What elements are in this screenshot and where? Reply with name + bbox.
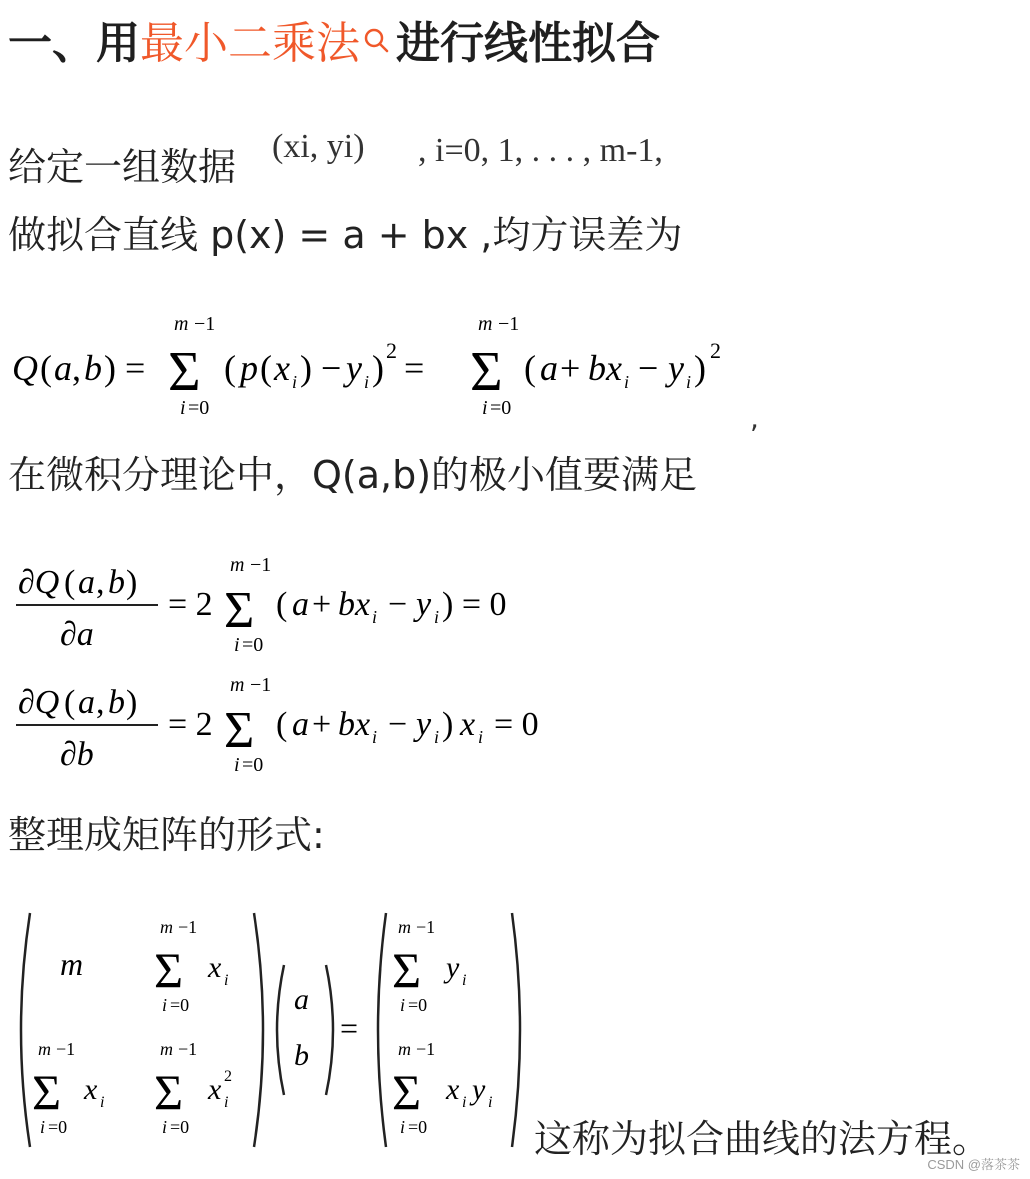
svg-text:i: i [40,1117,46,1137]
svg-text:i: i [162,995,168,1015]
svg-text:(: ( [276,706,288,743]
matrix-form-statement: 整理成矩阵的形式: [8,813,325,857]
svg-text:m: m [478,313,493,335]
svg-text:i: i [478,727,484,747]
svg-text:i: i [224,972,229,989]
svg-text:): ) [126,684,138,721]
data-tuple [272,128,365,166]
svg-text:2: 2 [224,1068,232,1085]
svg-text:a: a [292,586,309,623]
svg-text:) =: ) = [104,348,146,388]
svg-text:i: i [234,634,240,656]
svg-text:−1: −1 [56,1039,76,1059]
svg-text:i: i [488,1094,493,1111]
svg-text:i: i [482,397,488,419]
svg-text:x: x [460,706,476,743]
svg-text:= 0: = 0 [494,706,539,743]
svg-text:=0: =0 [242,634,264,656]
svg-text:m: m [160,1039,173,1059]
svg-text:=0: =0 [170,995,190,1015]
index-range-text: , i=0, 1, . . . , m-1, [418,132,663,169]
svg-text:(: ( [64,564,76,601]
svg-text:=0: =0 [242,754,264,776]
svg-text:=: = [340,1010,359,1046]
svg-text:i: i [434,727,440,747]
svg-text:Σ: Σ [154,1064,184,1120]
svg-text:−: − [388,586,408,623]
data-set-lead: 给定一组数据 [8,145,237,189]
partial-a-formula [8,555,608,670]
svg-text:a: a [78,564,95,601]
svg-text:Σ: Σ [470,341,503,403]
svg-text:+: + [312,586,332,623]
svg-text:y: y [668,348,684,388]
svg-text:i: i [624,372,630,392]
svg-text:y: y [416,586,432,623]
svg-text:= 2: = 2 [168,586,213,623]
svg-text:−: − [388,706,408,743]
svg-text:Σ: Σ [224,582,255,639]
svg-text:x: x [208,951,222,984]
svg-text:i: i [292,372,298,392]
svg-text:b: b [294,1039,309,1072]
heading-suffix: 进行线性拟合 [396,18,660,69]
mse-formula [8,310,768,435]
svg-text:b: b [84,348,102,388]
svg-text:bx: bx [338,586,371,623]
svg-text:∂a: ∂a [60,616,94,653]
svg-text:−1: −1 [416,917,436,937]
svg-text:=0: =0 [408,1117,428,1137]
index-range [418,132,663,170]
svg-text:a: a [540,348,558,388]
svg-text:−1: −1 [416,1039,436,1059]
svg-text:i: i [224,1094,229,1111]
svg-text:b: b [108,564,125,601]
svg-text:y: y [446,951,460,984]
svg-text:m: m [60,946,84,982]
svg-text:−1: −1 [178,917,198,937]
svg-text:−1: −1 [498,313,520,335]
svg-text:(: ( [276,586,288,623]
svg-text:Σ: Σ [32,1064,62,1120]
search-icon[interactable] [362,12,392,72]
svg-text:x: x [208,1073,222,1106]
svg-text:−1: −1 [178,1039,198,1059]
svg-text:=0: =0 [170,1117,190,1137]
svg-text:−1: −1 [250,555,272,576]
svg-text:,: , [72,348,81,388]
svg-text:m: m [160,917,173,937]
svg-text:=0: =0 [408,995,428,1015]
svg-text:=0: =0 [490,397,512,419]
formula-comma: , [750,402,759,435]
svg-text:i: i [686,372,692,392]
svg-text:i: i [364,372,370,392]
svg-text:Σ: Σ [168,341,201,403]
svg-text:): ) [372,348,384,388]
svg-text:(: ( [40,348,52,388]
svg-text:Σ: Σ [392,1064,422,1120]
data-tuple-text: (xi, yi) [272,128,365,165]
svg-text:m: m [230,675,245,696]
svg-text:i: i [162,1117,168,1137]
svg-text:,: , [96,684,105,721]
svg-text:bx: bx [338,706,371,743]
svg-text:y: y [346,348,362,388]
svg-text:x: x [446,1073,460,1106]
svg-text:i: i [462,972,467,989]
svg-text:i: i [400,1117,406,1137]
svg-text:,: , [96,564,105,601]
svg-text:Σ: Σ [224,702,255,759]
svg-text:∂Q: ∂Q [18,684,60,721]
svg-text:i: i [100,1094,105,1111]
svg-text:i: i [434,607,440,627]
svg-text:m: m [174,313,189,335]
least-squares-link[interactable]: 最小二乘法 [140,18,360,69]
svg-text:y: y [416,706,432,743]
svg-text:∂b: ∂b [60,736,94,773]
svg-text:bx: bx [588,348,622,388]
svg-text:a: a [292,706,309,743]
svg-text:i: i [372,727,378,747]
svg-text:= 2: = 2 [168,706,213,743]
svg-text:∂Q: ∂Q [18,564,60,601]
svg-text:m: m [230,555,245,576]
svg-text:Σ: Σ [392,942,422,998]
svg-text:i: i [462,1094,467,1111]
svg-text:x: x [84,1073,98,1106]
svg-text:(: ( [224,348,236,388]
svg-text:y: y [472,1073,486,1106]
svg-text:a: a [294,983,309,1016]
svg-text:=: = [404,348,425,388]
svg-text:i: i [234,754,240,776]
svg-text:2: 2 [710,338,721,363]
svg-text:x: x [274,348,290,388]
svg-text:): ) [694,348,706,388]
svg-text:i: i [180,397,186,419]
svg-text:+: + [312,706,332,743]
svg-text:i: i [400,995,406,1015]
svg-text:m: m [398,917,411,937]
svg-text:) −: ) − [300,348,342,388]
data-set-line [8,142,236,192]
svg-text:m: m [398,1039,411,1059]
svg-text:): ) [442,706,454,743]
svg-text:−1: −1 [250,675,272,696]
svg-text:i: i [372,607,378,627]
heading-prefix: 一、用 [8,18,140,69]
svg-text:Q: Q [12,348,38,388]
svg-text:(: ( [260,348,272,388]
svg-text:(: ( [524,348,536,388]
svg-text:+: + [560,348,581,388]
svg-text:−: − [638,348,659,388]
calculus-statement: 在微积分理论中，Q(a,b)的极小值要满足 [8,453,698,497]
svg-text:=0: =0 [188,397,210,419]
normal-equation-caption: 这称为拟合曲线的法方程。 [534,1117,991,1161]
svg-text:=0: =0 [48,1117,68,1137]
partial-b-formula [8,675,608,790]
svg-text:) = 0: ) = 0 [442,586,507,623]
svg-text:2: 2 [386,338,397,363]
svg-text:a: a [78,684,95,721]
csdn-watermark: CSDN @落茶茶 [927,1157,1020,1172]
svg-text:p: p [240,348,258,388]
svg-text:a: a [54,348,72,388]
svg-text:−1: −1 [194,313,216,335]
normal-equation-matrix [8,905,538,1160]
svg-text:Σ: Σ [154,942,184,998]
svg-text:b: b [108,684,125,721]
svg-text:): ) [126,564,138,601]
svg-text:(: ( [64,684,76,721]
section-heading [8,14,660,74]
svg-text:m: m [38,1039,51,1059]
fit-line-statement: 做拟合直线 p(x) = a + bx ,均方误差为 [8,213,683,257]
